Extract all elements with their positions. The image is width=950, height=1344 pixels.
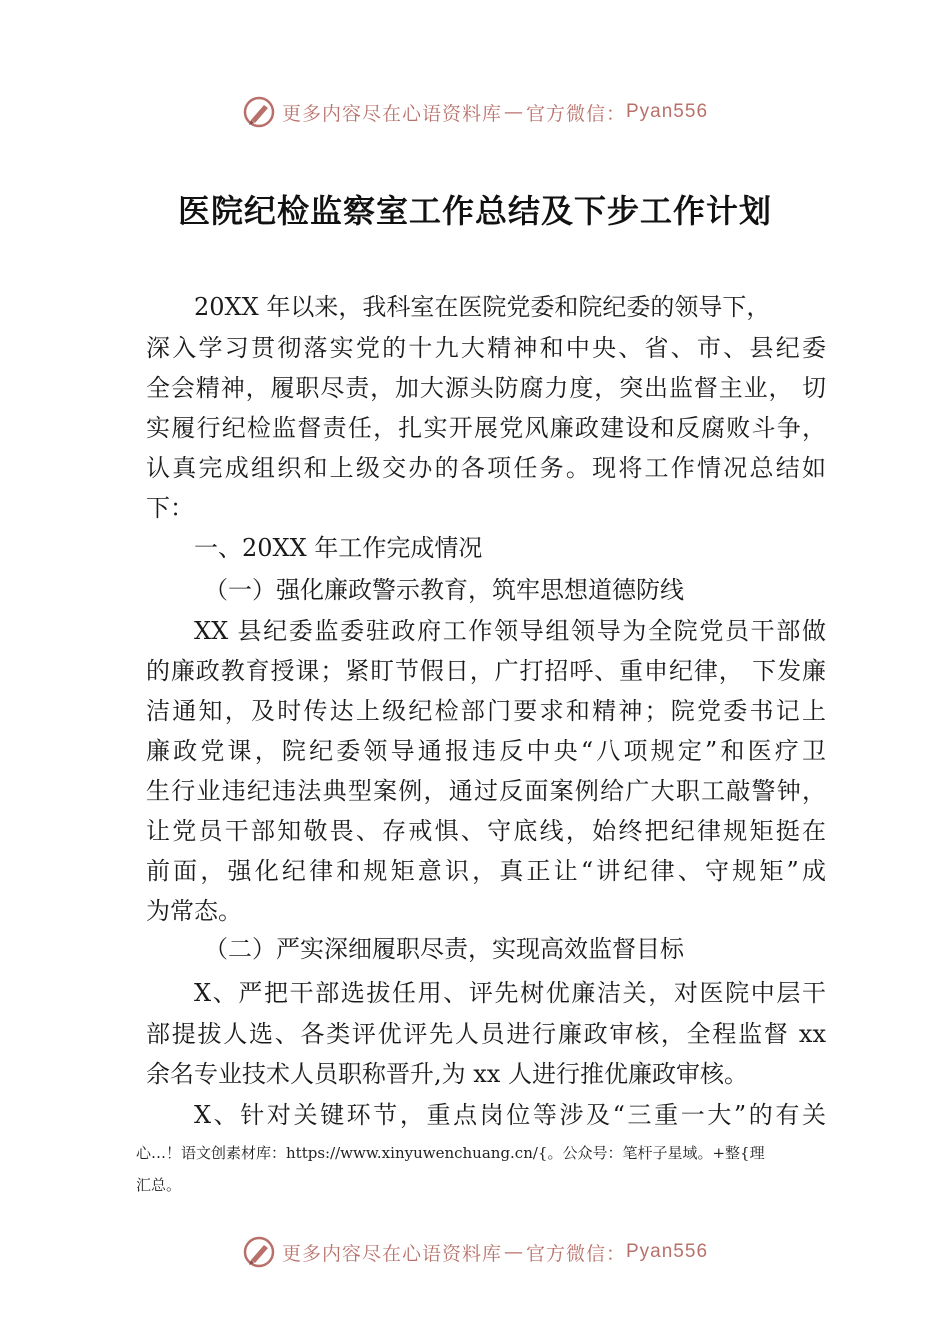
body-line: 全会精神，履职尽责，加大源头防腐力度，突出监督主业， 切 <box>146 374 826 402</box>
body-line: 的廉政教育授课；紧盯节假日，广打招呼、重申纪律， 下发廉 <box>146 657 826 685</box>
body-line: 部提拔人选、各类评优评先人员进行廉政审核，全程监督 xx <box>146 1020 826 1048</box>
watermark-text: 更多内容尽在心语资料库 <box>281 1242 502 1265</box>
body-line: XX 县纪委监委驻政府工作领导组领导为全院党员干部做 <box>194 617 826 645</box>
body-line: 深入学习贯彻落实党的十九大精神和中央、省、市、县纪委 <box>146 334 826 362</box>
footnote-line: 心…！语文创素材库：https://www.xinyuwenchuang.cn/{。公众号：笔杆子星域。+整{理 <box>136 1144 765 1162</box>
body-line: 余名专业技术人员职称晋升,为 xx 人进行推优廉政审核。 <box>146 1060 748 1088</box>
body-line: 让党员干部知敬畏、存戒惧、守底线，始终把纪律规矩挺在 <box>146 817 826 845</box>
subsection-heading: （一）强化廉政警示教育，筑牢思想道德防线 <box>204 576 684 604</box>
pen-logo-icon <box>242 1235 276 1269</box>
watermark-separator: — <box>503 101 524 123</box>
body-line: 实履行纪检监督责任，扎实开展党风廉政建设和反腐败斗争， <box>146 414 826 442</box>
body-line: 20XX 年以来，我科室在医院党委和院纪委的领导下， <box>194 293 771 321</box>
body-line: 洁通知，及时传达上级纪检部门要求和精神；院党委书记上 <box>146 697 826 725</box>
subsection-heading: （二）严实深细履职尽责，实现高效监督目标 <box>204 935 684 963</box>
body-line: X、严把干部选拔任用、评先树优廉洁关，对医院中层干 <box>194 979 826 1007</box>
watermark-header <box>0 92 950 132</box>
watermark-id: Pyan556 <box>626 1241 709 1262</box>
body-line: 生行业违纪违法典型案例，通过反面案例给广大职工敲警钟， <box>146 777 826 805</box>
watermark-text: 更多内容尽在心语资料库 <box>281 102 502 125</box>
watermark-id: Pyan556 <box>626 101 709 122</box>
watermark-footer <box>0 1232 950 1272</box>
section-heading: 一、20XX 年工作完成情况 <box>194 534 483 562</box>
body-line: 廉政党课，院纪委领导通报违反中央“八项规定”和医疗卫 <box>146 737 826 765</box>
footnote-line: 汇总。 <box>136 1176 182 1194</box>
watermark-separator: — <box>503 1241 524 1263</box>
body-line: X、针对关键环节，重点岗位等涉及“三重一大”的有关 <box>194 1101 826 1129</box>
body-line: 下： <box>146 494 194 522</box>
body-line: 为常态。 <box>146 897 242 925</box>
document-title: 医院纪检监察室工作总结及下步工作计划 <box>177 192 772 230</box>
watermark-label: 官方微信： <box>525 102 626 125</box>
pen-logo-icon <box>242 95 276 129</box>
body-line: 前面，强化纪律和规矩意识，真正让“讲纪律、守规矩”成 <box>146 857 826 885</box>
watermark-label: 官方微信： <box>525 1242 626 1265</box>
body-line: 认真完成组织和上级交办的各项任务。现将工作情况总结如 <box>146 454 826 482</box>
